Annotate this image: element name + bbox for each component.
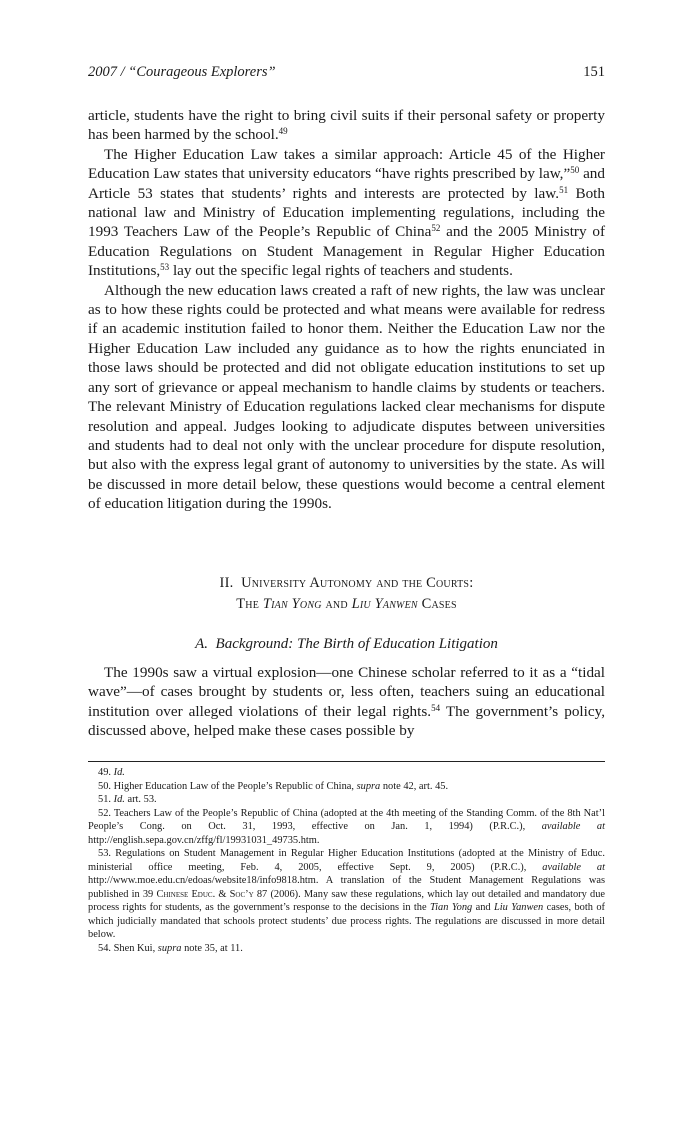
footnote-number: 49. xyxy=(98,767,111,778)
footnote-number: 54. xyxy=(98,942,111,954)
footnote-text: cases, both of which judicially mandated that schools protect students’ due process rights. The regulations are discussed in more detail below. xyxy=(88,902,605,940)
footnote-text: Shen Kui, xyxy=(113,942,158,954)
footnote-text: Id. xyxy=(113,794,125,805)
footnote-ref[interactable]: 54 xyxy=(431,702,441,713)
footnote xyxy=(88,766,605,780)
footnote-number: 51. xyxy=(98,794,111,805)
footnote-text: Higher Education Law of the People’s Republic of China, xyxy=(113,780,357,792)
footnote-text: Tian Yong xyxy=(429,902,473,913)
section-heading-line-2: The Tian Yong and Liu Yanwen Cases xyxy=(236,596,457,612)
section-heading xyxy=(88,573,605,615)
section-heading-line-1: II. University Autonomy and the Courts: xyxy=(219,575,474,591)
paragraph: article, students have the right to bring civil suits if their personal safety or property has been harmed by the school.$^{49}$ xyxy=(88,107,605,144)
footnote xyxy=(88,807,605,848)
footnote-text: http://english.sepa.gov.cn/zffg/fl/19931031_49735.htm. xyxy=(88,834,320,846)
footnote-text: and xyxy=(472,902,495,913)
footnotes xyxy=(88,766,605,955)
footnote-text: supra xyxy=(356,780,381,792)
footnote-text: available at xyxy=(542,861,605,873)
footnote-text: art. 53. xyxy=(124,794,157,805)
body-text xyxy=(88,106,605,514)
footnote-number: 52. xyxy=(98,807,111,819)
paragraph: Although the new education laws created a raft of new rights, the law was unclear as to how these rights could be protected and what means were available for redress if an academic institution failed to honor them. Neither the Education Law nor the Higher Education Law included any guidance as to how the rights enunciated in those laws should be protected and did not obligate education institutions to set up any sort of grievance or appeal mechanism to handle claims by students or teachers. The relevant Ministry of Education regulations lacked clear mechanisms for dispute resolution and appeal. Judges looking to adjudicate disputes between universities and students had to deal not only with the unclear procedure for dispute resolution, but also with the express legal grant of autonomy to universities by the state. As will be discussed in more detail below, these questions would become a central element of education litigation during the 1990s. xyxy=(88,281,605,513)
running-title: 2007 / “Courageous Explorers” xyxy=(88,64,276,80)
footnote-number: 53. xyxy=(98,848,111,859)
footnote-text: 87 (2006). Many saw these regulations, which lay out detailed and mandatory due process rights for students, as the government’s response to the decisions in the xyxy=(88,888,606,913)
footnote xyxy=(88,847,605,942)
footnote-text: Id. xyxy=(113,767,125,778)
footnote-text: note 42, art. 45. xyxy=(380,780,449,792)
paragraph: The 1990s saw a virtual explosion—one Chinese scholar referred to it as a “tidal wave”—of cases brought by students or, less often, teachers suing an educational institution over alleged violations of their legal rights.$^{54}$ The government’s policy, discussed above, helped make these cases possible by xyxy=(88,664,606,740)
footnote-text: note 35, at 11. xyxy=(181,942,243,954)
footnote-text: available at xyxy=(541,821,605,832)
footnote-text: Chinese Educ. & Soc’y xyxy=(156,888,254,900)
footnote-text: supra xyxy=(157,942,182,954)
footnote-number: 50. xyxy=(98,780,111,792)
footnote-ref[interactable]: 51 xyxy=(559,184,569,195)
footnote xyxy=(88,793,605,807)
footnote-text: http://www.moe.edu.cn/edoas/website18/info9818.htm. A translation of the Student Management Regulations was published in 39 xyxy=(88,875,605,900)
subsection-heading: A. Background: The Birth of Education Litigation xyxy=(195,636,498,652)
footnote-divider xyxy=(88,761,605,762)
footnote-ref[interactable]: 49 xyxy=(278,126,288,137)
footnote-ref[interactable]: 50 xyxy=(570,165,580,176)
footnote-text: Teachers Law of the People’s Republic of China (adopted at the 4th meeting of the Standing Comm. of the 8th Nat’l People’s Cong. on Oct. 31, 1993, effective on Jan. 1, 1994) (P.R.C.), xyxy=(88,807,605,832)
paragraph: The Higher Education Law takes a similar approach: Article 45 of the Higher Education Law states that university educators “have rights prescribed by law,”$^{50}$ and Article 53 states that students’ rights and interests are protected by law.$^{51}$ Both national law and Ministry of Education implementing regulations, including the 1993 Teachers Law of the People’s Republic of China$^{52}$ and the 2005 Ministry of Education Regulations on Student Management in Regular Higher Education Institutions,$^{53}$ lay out the specific legal rights of teachers and students. xyxy=(88,145,605,280)
footnote xyxy=(88,942,605,956)
page-number: 151 xyxy=(583,64,605,80)
body-text-continued xyxy=(88,663,605,741)
footnote-ref[interactable]: 52 xyxy=(431,223,441,234)
running-header xyxy=(88,64,605,86)
footnote-text: Liu Yanwen xyxy=(494,902,544,913)
footnote-ref[interactable]: 53 xyxy=(160,262,170,273)
footnote-text: Regulations on Student Management in Regular Higher Education Institutions (adopted at the Ministry of Educ. ministerial office meeting, Feb. 4, 2005, effective Sept. 9, 2005) (P.R.C.), xyxy=(88,848,605,873)
footnote xyxy=(88,780,605,794)
